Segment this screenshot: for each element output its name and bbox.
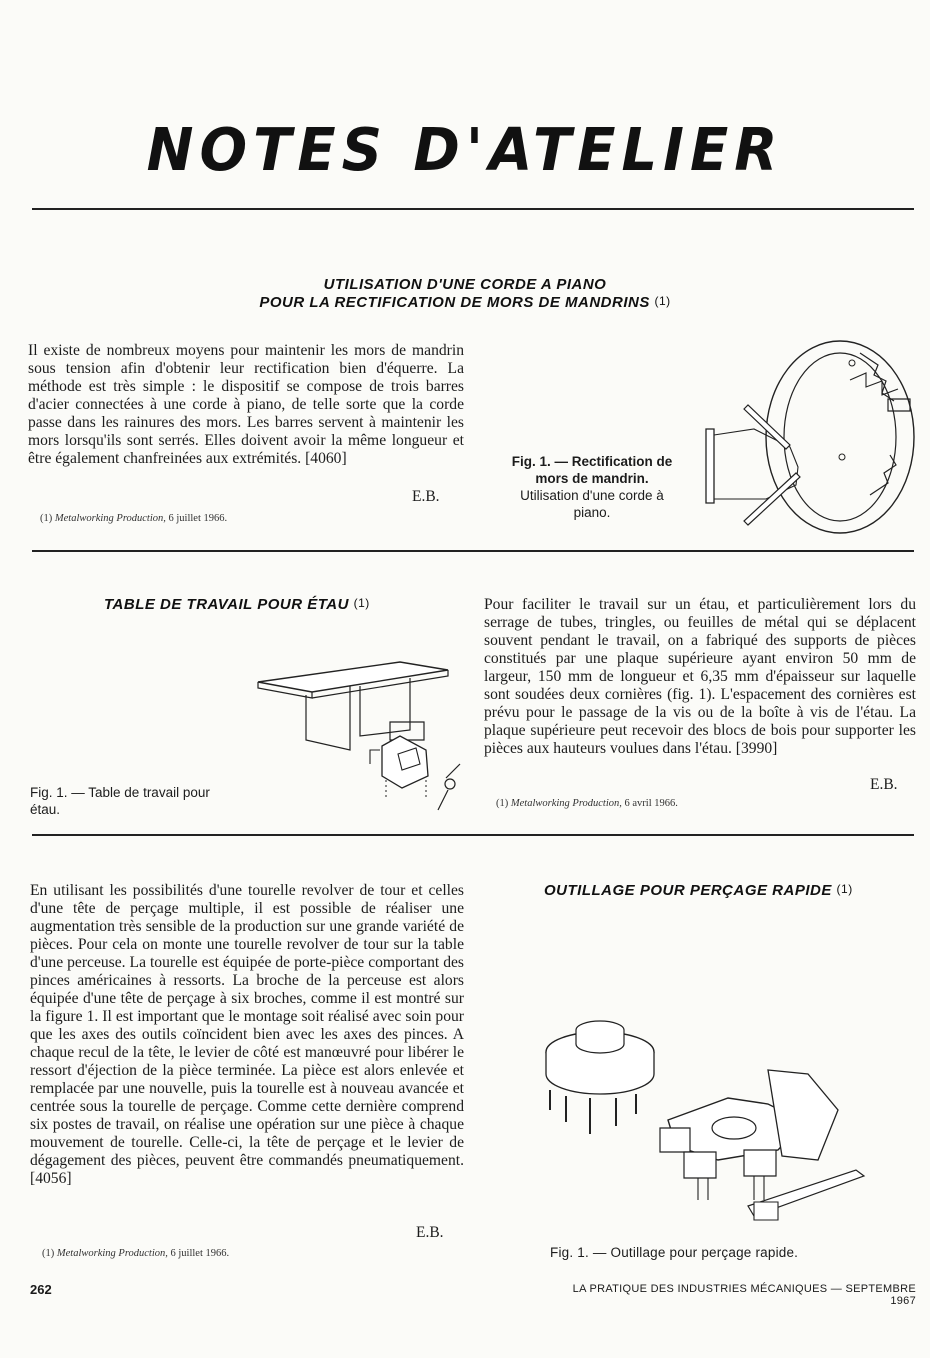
article1-signature: E.B. (412, 488, 440, 505)
article3-figure-caption: Fig. 1. — Outillage pour perçage rapide. (550, 1245, 799, 1260)
article2-body: Pour faciliter le travail sur un étau, et particulièrement lors du serrage de tubes, tringles, ou feuilles de métal qui se déplacent souvent pendant le travail, on a fabriqué des supports de pièces constitués par une plaque supérieure ayant environ 50 mm de largeur, 150 mm de longueur et 6,35 mm d'épaisseur sur laquelle sont soudées deux cornières (fig. 1). L'espacement des cornières est prévu pour le passage de la vis ou de la boîte à vis de l'étau. La plaque supérieure peut recevoir des blocs de bois pour supporter les pièces aux hauteurs voulues dans l'étau. [3990] (484, 596, 916, 757)
page-number: 262 (30, 1282, 52, 1297)
article2-heading: TABLE DE TRAVAIL POUR ÉTAU (1) (104, 596, 370, 613)
page-title: NOTES D'ATELIER (146, 116, 784, 185)
article1-heading-line1: UTILISATION D'UNE CORDE A PIANO (323, 276, 607, 293)
article1-figure-caption: Fig. 1. — Rectification de mors de mandrin. Utilisation d'une corde à piano. (511, 454, 673, 520)
article3-body: En utilisant les possibilités d'une tourelle revolver de tour et celles d'une tête de perçage multiple, il est possible de réaliser une augmentation très sensible de la production sur une grande variété de pièces. Pour cela on monte une tourelle revolver de tour sur la table d'une perceuse. La tourelle est équipée de porte-pièce comportant des pinces américaines à ressorts. La broche de la perceuse est alors équipée d'une tête de perçage à six broches, comme il est montré sur la figure 1. Il est important que le montage soit réalisé avec soin pour que les axes des outils coïncident bien avec les axes des pinces. A chaque recul de la tête, le levier de côté est manœuvré pour libérer le ressort d'éjection de la pièce terminée. La pièce est alors enlevée et remplacée par une nouvelle, puis la tourelle est à nouveau avancée et centrée sous la tourelle de perçage. Comme cette dernière comprend six postes de travail, on réalise une opération sur une pièce à chaque mouvement de tourelle. Celle-ci, la tête de perçage et le levier de dégagement des pièces, peuvent être commandés pneumatiquement. [4056] (30, 882, 464, 1187)
footnote-marker: (1) (654, 294, 671, 308)
article1-body: Il existe de nombreux moyens pour maintenir les mors de mandrin sous tension afin d'obtenir leur rectification bien d'équerre. La méthode est très simple : le dispositif se compose de trois barres d'acier connectées à une corde à piano, de telle sorte que la corde passe dans les rainures des mors. Les barres servent à maintenir les mors lorsqu'ils sont serrés. Elles doivent avoir la même longueur et être également chanfreinées aux extrémités. [4060] (28, 342, 464, 467)
section-divider-1 (32, 550, 914, 552)
article1-heading-line2: POUR LA RECTIFICATION DE MORS DE MANDRINS (1) (259, 294, 671, 311)
top-divider (32, 208, 914, 210)
section-divider-2 (32, 834, 914, 836)
article3-signature: E.B. (416, 1224, 444, 1241)
article2-signature: E.B. (870, 776, 898, 793)
article1-footnote: (1) Metalworking Production, 6 juillet 1966. (40, 513, 228, 524)
footnote-marker: (1) (353, 596, 370, 610)
journal-footer: LA PRATIQUE DES INDUSTRIES MÉCANIQUES — SEPTEMBRE 1967 (572, 1283, 916, 1307)
article2-footnote: (1) Metalworking Production, 6 avril 1966. (496, 798, 678, 809)
footnote-marker: (1) (836, 882, 853, 896)
chuck-jaw-illustration (690, 335, 920, 540)
article3-heading: OUTILLAGE POUR PERÇAGE RAPIDE (1) (544, 882, 853, 899)
vise-table-illustration (250, 640, 470, 820)
article3-footnote: (1) Metalworking Production, 6 juillet 1966. (42, 1248, 230, 1259)
article2-figure-caption: Fig. 1. — Table de travail pour étau. (30, 785, 210, 817)
drilling-turret-illustration (538, 1010, 898, 1232)
